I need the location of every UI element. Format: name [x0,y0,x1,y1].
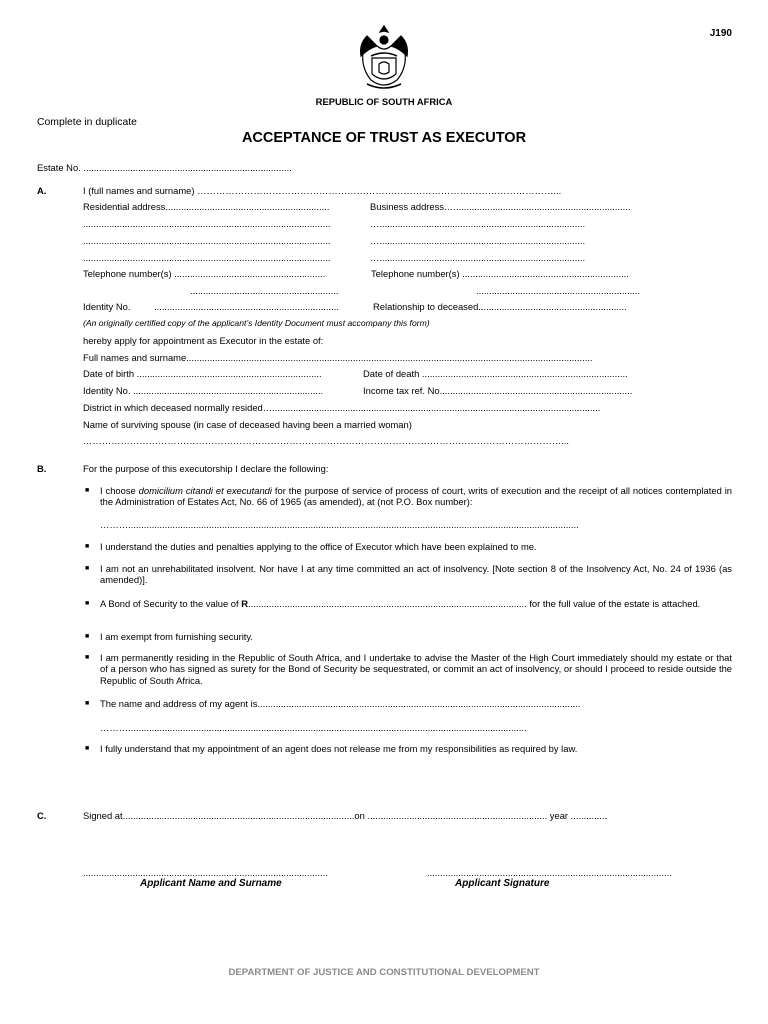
section-b-label: B. [37,463,47,474]
identity-no-field[interactable]: ....................................................................... [154,301,339,312]
business-address-line-3[interactable]: …............................................................................... [370,235,586,246]
bullet-icon: ■ [85,600,90,607]
exempt-security-statement: I am exempt from furnishing security. [100,631,254,642]
duties-statement: I understand the duties and penalties applying to the office of Executor which have been explained to me. [100,541,537,552]
bullet-icon: ■ [85,543,90,550]
applicant-signature-line[interactable]: .............................................................................................. [427,867,672,878]
agent-name-field[interactable]: The name and address of my agent is............................................................................................................................ [100,698,581,709]
residential-address-line-4[interactable]: ............................................................................................... [83,252,331,263]
estate-no-field[interactable]: Estate No. ................................................................................ [37,162,292,173]
district-field[interactable]: District in which deceased normally resided….............................................................................................................................. [83,402,601,413]
residential-telephone-field[interactable]: Telephone number(s) .......................................................... [83,268,326,279]
applicant-full-names-field[interactable]: I (full names and surname) ……………………………………………………………………………………………………... [83,185,562,196]
identity-no-label: Identity No. [83,301,131,312]
bullet-icon: ■ [85,654,90,661]
section-c-label: C. [37,810,47,821]
coat-of-arms-icon [355,22,413,92]
section-a-label: A. [37,185,47,196]
bullet-icon: ■ [85,700,90,707]
date-of-birth-field[interactable]: Date of birth ....................................................................... [83,368,322,379]
section-b-intro: For the purpose of this executorship I declare the following: [83,463,329,474]
date-of-death-field[interactable]: Date of death ............................................................................... [363,368,628,379]
footer-department: DEPARTMENT OF JUSTICE AND CONSTITUTIONAL DEVELOPMENT [228,967,540,978]
agent-responsibility-statement: I fully understand that my appointment of an agent does not release me from my responsibilities as required by law. [100,743,578,754]
applicant-signature-caption: Applicant Signature [455,878,550,889]
domicilium-address-field[interactable]: ………............................................................................................................................................................................. [100,519,579,530]
business-telephone-field[interactable]: Telephone number(s) ................................................................ [371,268,629,279]
residential-address-field[interactable]: Residential address............................................................... [83,201,330,212]
bullet-icon: ■ [85,565,90,572]
deceased-identity-no-field[interactable]: Identity No. ......................................................................... [83,385,324,396]
bullet-icon: ■ [85,487,90,494]
business-address-field[interactable]: Business address.…................................................................... [370,201,631,212]
income-tax-ref-field[interactable]: Income tax ref. No.......................................................................... [363,385,633,396]
signed-at-field[interactable]: Signed at.........................................................................................on ..................................................................... year .............. [83,810,608,821]
residential-telephone-field-2[interactable]: ......................................................... [190,285,339,296]
id-document-note: (An originally certified copy of the applicant’s Identity Document must accompany this form) [83,318,430,328]
residential-address-line-2[interactable]: ............................................................................................... [83,218,331,229]
bullet-icon: ■ [85,745,90,752]
agent-address-field[interactable]: ………......................................................................................................................................................... [100,722,527,733]
country-heading: REPUBLIC OF SOUTH AFRICA [315,96,453,107]
bond-of-security-statement[interactable]: A Bond of Security to the value of R........................................................................................................... for the full value of the estate is attached. [100,598,701,609]
business-address-line-4[interactable]: …............................................................................... [370,252,586,263]
page-title: ACCEPTANCE OF TRUST AS EXECUTOR [241,130,527,146]
business-telephone-field-2[interactable]: ............................................................... [476,285,641,296]
residential-address-line-3[interactable]: ............................................................................................... [83,235,331,246]
bullet-icon: ■ [85,633,90,640]
form-code: J190 [709,28,732,39]
business-address-line-2[interactable]: …............................................................................... [370,218,586,229]
instruction-text: Complete in duplicate [37,117,137,128]
applicant-name-caption: Applicant Name and Surname [140,878,282,889]
apply-statement: hereby apply for appointment as Executor in the estate of: [83,335,324,346]
applicant-name-line[interactable]: .............................................................................................. [83,867,328,878]
surviving-spouse-label: Name of surviving spouse (in case of deceased having been a married woman) [83,419,412,430]
residency-statement: I am permanently residing in the Republic of South Africa, and I undertake to advise the Master of the High Court immediately should my estate or that of a person who has signed as surety for the Bond of Security be sequestrated, or commit an act of insolvency, or should I proceed to reside outside the Republic of South Africa. [100,652,732,686]
domicilium-statement: I choose domicilium citandi et executandi for the purpose of service of process of court, writs of execution and the receipt of all notices contemplated in the Administration of Estates Act, No. 66 of 1965 (as amended), at (not P.O. Box number): [100,485,733,508]
insolvency-statement: I am not an unrehabilitated insolvent. Nor have I at any time committed an act of insolvency. [Note section 8 of the Insolvency Act, No. 24 of 1936 (as amended)]. [100,563,732,586]
relationship-field[interactable]: Relationship to deceased......................................................... [373,301,627,312]
deceased-full-names-field[interactable]: Full names and surname............................................................................................................................................................ [83,352,593,363]
surviving-spouse-field[interactable]: ………………………………………………………………………………………………………………………………………... [83,435,569,446]
